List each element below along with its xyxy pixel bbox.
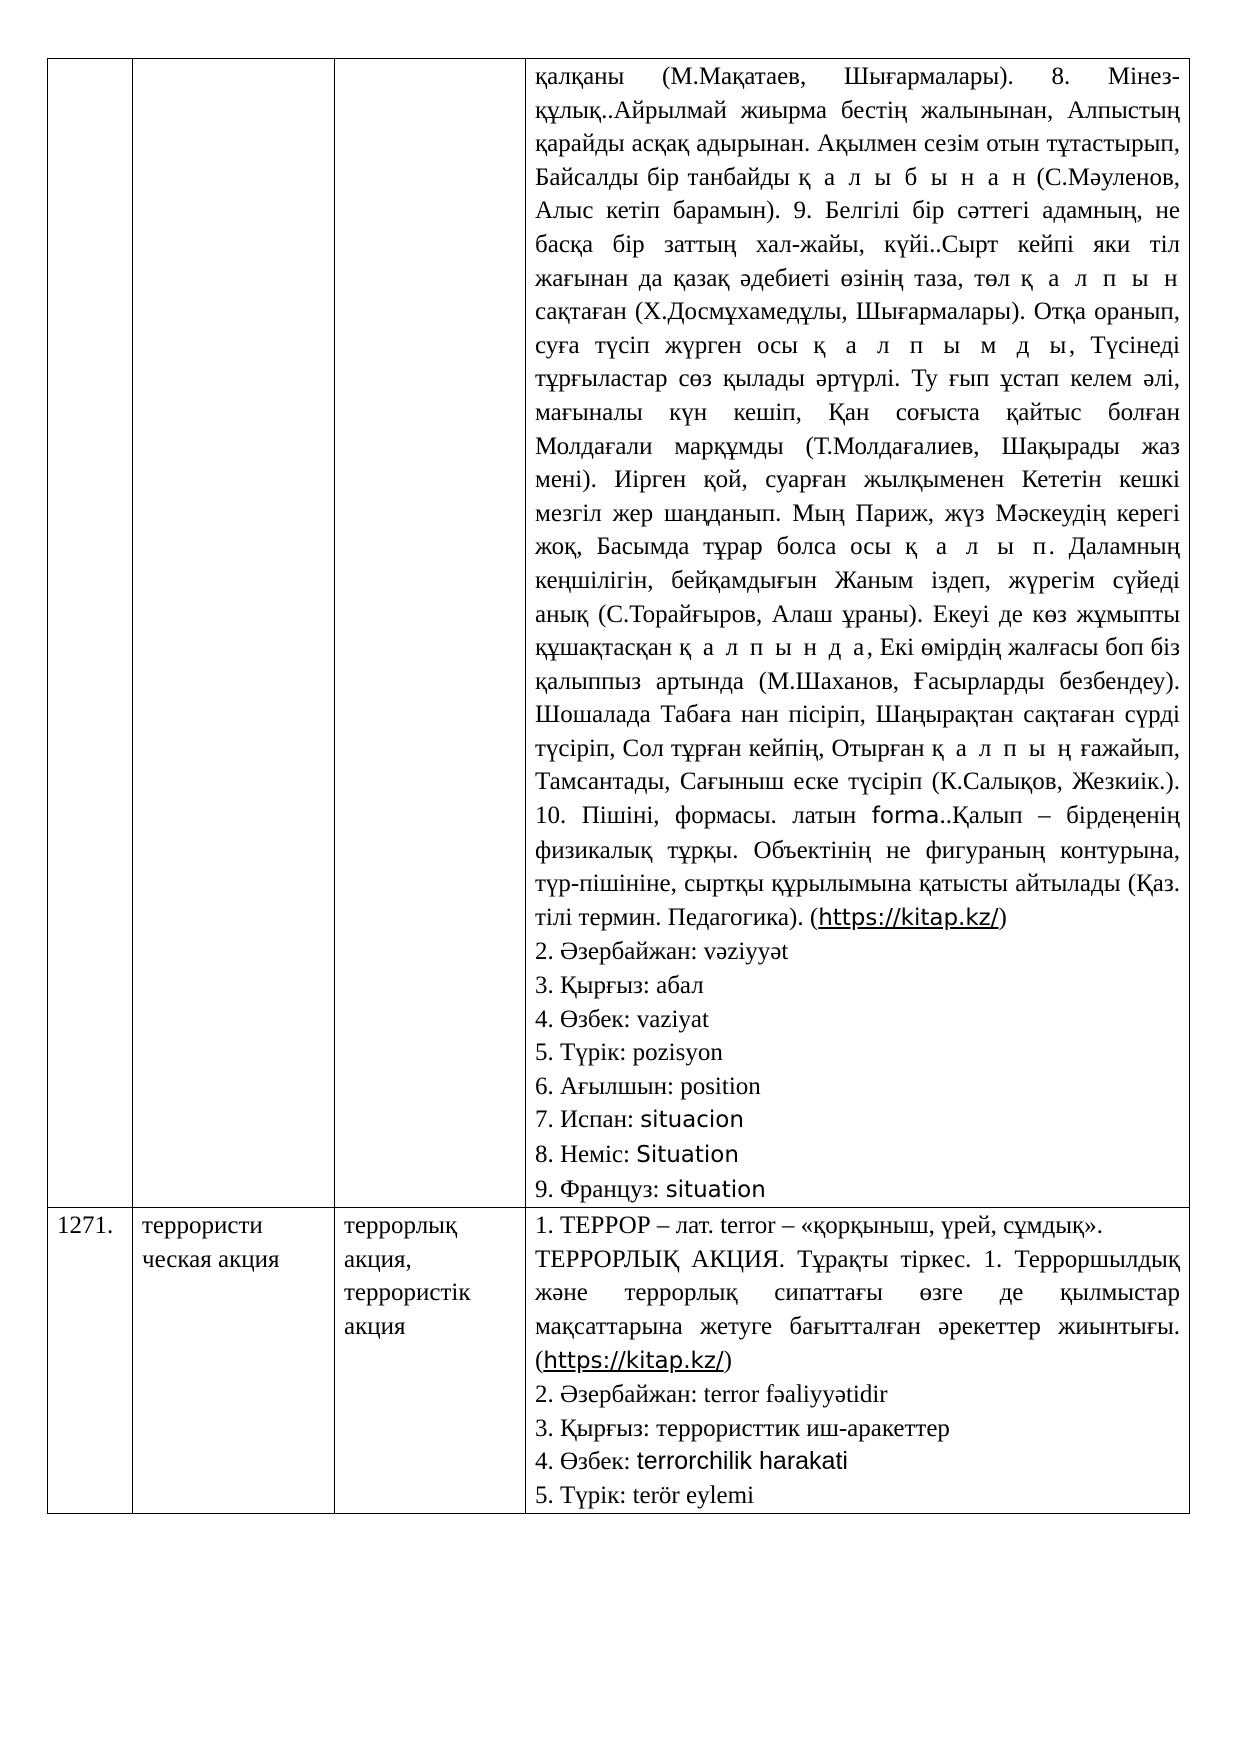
entry-number-cell: 1271. (48, 1208, 133, 1513)
entry-number-cell (48, 59, 133, 1208)
list-item: 4. Өзбек: vaziyat (535, 1005, 709, 1033)
definition-cell (526, 1208, 1190, 1513)
list-item: 2. Әзербайжан: vəziyyət (535, 938, 789, 966)
definition-cell (526, 59, 1190, 1208)
source-link[interactable]: https://kitap.kz/ (543, 1347, 724, 1374)
table-row (48, 1208, 1190, 1513)
translation-list (535, 1378, 1180, 1512)
list-item: 4. Өзбек: terrorchilik harakati (535, 1447, 848, 1476)
russian-term-cell: террористи ческая акция (133, 1208, 335, 1513)
list-item: 5. Түрік: pozisyon (535, 1039, 723, 1067)
definition-paragraph: қалқаны (М.Мақатаев, Шығармалары). 8. Мінез-құлық..Айрылмай жиырма бестің жалынынан, Алпыстың қарайды асқақ адырынан. Ақылмен сезім отын тұтастырып, Байсалды бір танбайды қ а л ы б ы н а н (С.Мәуленов, Алыс кетіп барамын). 9. Белгілі бір сәттегі адамның, не басқа бір заттың хал-жайы, күйі..Сырт кейпі яки тіл жағынан да қазақ әдебиеті өзінің таза, төл қ а л п ы н сақтаған (Х.Досмұхамедұлы, Шығармалары). Отқа оранып, суға түсіп жүрген осы қ а л п ы м д ы, Түсінеді тұрғыластар сөз қылады әртүрлі. Ту ғып ұстап келем әлі, мағыналы күн кешіп, Қан соғыста қайтыс болған Молдағали марқұмды (Т.Молдағалиев, Шақырады жаз мені). Иірген қой, суарған жылқыменен Кететін кешкі мезгіл жер шаңданып. Мың Париж, жүз Мәскеудің керегі жоқ, Басымда тұрар болса осы қ а л ы п. Даламның кеңшілігін, бейқамдығын Жаным іздеп, жүрегім сүйеді анық (С.Торайғыров, Алаш ұраны). Екеуі де көз жұмыпты құшақтасқан қ а л п ы н д а, Екі өмірдің жалғасы боп біз қалыппыз артында (М.Шаханов, Ғасырларды безбендеу). Шошалада Табаға нан пісіріп, Шаңырақтан сақтаған сүрді түсіріп, Сол тұрған кейпің, Отырған қ а л п ы ң ғажайып, Тамсантады, Сағыныш еске түсіріп (К.Салықов, Жезкиік.). 10. Пішіні, формасы. латын forma..Қалып – бірдеңенің физикалық тұрқы. Объектінің не фигураның контурына, түр-пішініне, сыртқы құрылымына қатысты айтылады (Қаз. тілі термин. Педагогика). (https://kitap.kz/) (535, 63, 1181, 931)
list-item: 3. Қырғыз: террористтик иш-аракеттер (535, 1414, 950, 1442)
list-item: 2. Әзербайжан: terror fəaliyyətidir (535, 1381, 888, 1409)
kazakh-term-cell: террорлық акция, террористік акция (335, 1208, 526, 1513)
table-row (48, 59, 1190, 1208)
kazakh-term-cell (335, 59, 526, 1208)
list-item: 7. Испан: situacion (535, 1106, 744, 1134)
list-item: 8. Неміс: Situation (535, 1141, 739, 1168)
list-item: 6. Ағылшын: position (535, 1072, 761, 1100)
russian-term-cell (133, 59, 335, 1208)
list-item: 5. Түрік: terör eylemi (535, 1481, 755, 1509)
list-item: 9. Француз: situation (535, 1175, 766, 1203)
source-link[interactable]: https://kitap.kz/ (818, 904, 999, 931)
dictionary-table (47, 58, 1190, 1514)
list-item: 3. Қырғыз: абал (535, 972, 704, 1000)
etymology-line: 1. ТЕРРОР – лат. terror – «қорқыныш, үрей, сұмдық». (535, 1212, 1103, 1240)
definition-paragraph: ТЕРРОРЛЫҚ АКЦИЯ. Тұрақты тіркес. 1. Терроршылдық және террорлық сипаттағы өзге де қылмыстар мақсаттарына жетуге бағытталған әрекеттер жиынтығы. (https://kitap.kz/) (535, 1245, 1180, 1374)
translation-list (535, 935, 1180, 1207)
